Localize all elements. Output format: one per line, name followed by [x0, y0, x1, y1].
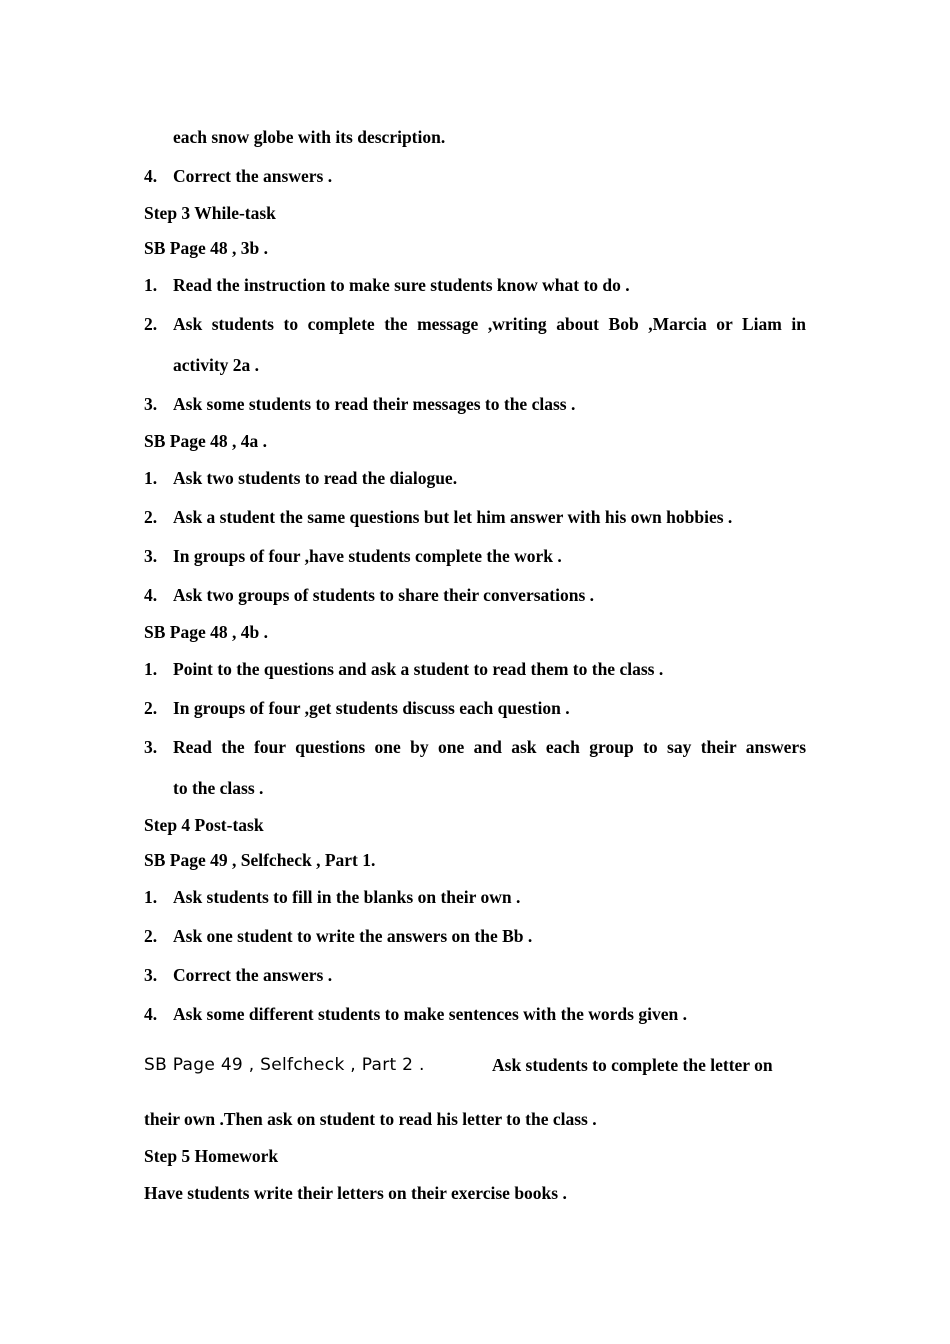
section-heading: SB Page 49 , Selfcheck , Part 1. — [144, 850, 376, 870]
step-heading: Step 5 Homework — [144, 1146, 279, 1166]
list-number: 1. — [144, 887, 158, 907]
list-number: 1. — [144, 468, 158, 488]
list-number: 3. — [144, 737, 158, 757]
list-item: Correct the answers . — [173, 965, 333, 985]
list-item: Correct the answers . — [173, 166, 333, 186]
list-number: 2. — [144, 507, 158, 527]
list-number: 4. — [144, 166, 158, 186]
list-item-continued: to the class . — [173, 778, 264, 798]
list-item: Ask two groups of students to share their conversations . — [173, 585, 594, 605]
list-item: Ask a student the same questions but let him answer with his own hobbies . — [173, 507, 733, 527]
list-item: Ask two students to read the dialogue. — [173, 468, 458, 488]
section-heading: SB Page 49 , Selfcheck , Part 2 . — [144, 1055, 425, 1075]
list-item: In groups of four ,get students discuss each question . — [173, 698, 570, 718]
list-number: 2. — [144, 314, 158, 334]
list-item: Point to the questions and ask a student to read them to the class . — [173, 659, 664, 679]
list-number: 4. — [144, 1004, 158, 1024]
list-number: 2. — [144, 926, 158, 946]
list-item: Ask some students to read their messages to the class . — [173, 394, 576, 414]
section-heading: SB Page 48 , 3b . — [144, 238, 268, 258]
paragraph-text: their own .Then ask on student to read his letter to the class . — [144, 1109, 597, 1129]
list-number: 2. — [144, 698, 158, 718]
list-number: 4. — [144, 585, 158, 605]
paragraph-text: Ask students to complete the letter on — [492, 1055, 773, 1075]
list-item: Read the instruction to make sure students know what to do . — [173, 275, 630, 295]
section-heading: SB Page 48 , 4b . — [144, 622, 268, 642]
continued-text: each snow globe with its description. — [173, 127, 446, 147]
paragraph-text: Have students write their letters on their exercise books . — [144, 1183, 567, 1203]
list-item: Ask students to complete the message ,writing about Bob ,Marcia or Liam in — [173, 314, 806, 334]
list-item: Ask some different students to make sentences with the words given . — [173, 1004, 687, 1024]
list-item-continued: activity 2a . — [173, 355, 260, 375]
list-number: 3. — [144, 394, 158, 414]
list-number: 3. — [144, 546, 158, 566]
list-item: Read the four questions one by one and ask each group to say their answers — [173, 737, 806, 757]
list-item: In groups of four ,have students complete the work . — [173, 546, 562, 566]
step-heading: Step 4 Post-task — [144, 815, 264, 835]
list-number: 1. — [144, 275, 158, 295]
list-item: Ask one student to write the answers on the Bb . — [173, 926, 533, 946]
list-number: 3. — [144, 965, 158, 985]
list-item: Ask students to fill in the blanks on their own . — [173, 887, 521, 907]
step-heading: Step 3 While-task — [144, 203, 276, 223]
list-number: 1. — [144, 659, 158, 679]
section-heading: SB Page 48 , 4a . — [144, 431, 267, 451]
